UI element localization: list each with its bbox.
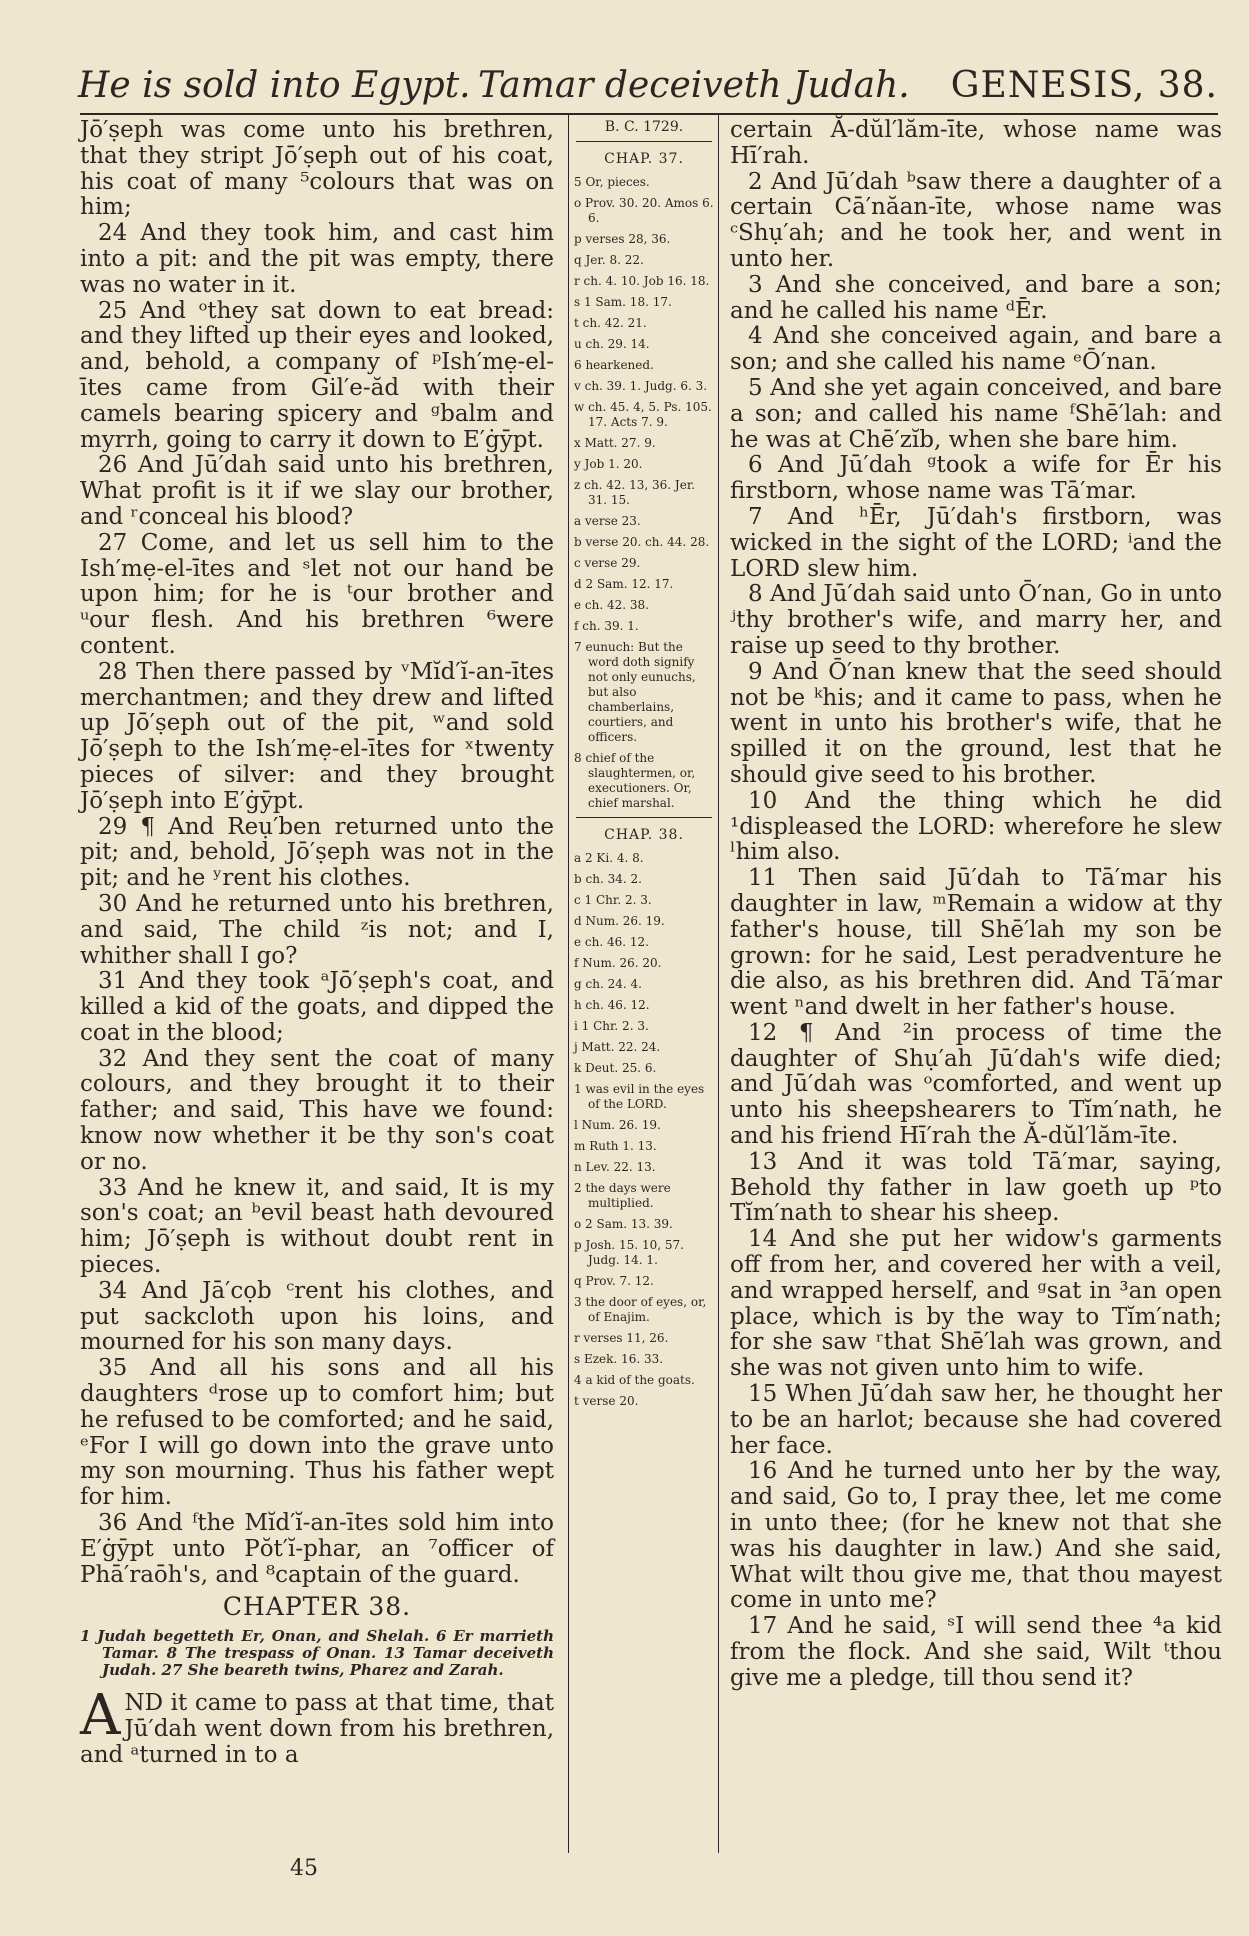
verse: 31 And they took ᵃJō′ṣeph's coat, and killed a kid of the goats, and dipped the coat in the blood; bbox=[80, 968, 554, 1046]
margin-note: f Num. 26. 20. bbox=[574, 956, 662, 970]
verse: 16 And he turned unto her by the way, and said, Go to, I pray thee, let me come in unto thee; (for he knew not that she was his daughter in law.) And she said, What wilt thou give me, that thou mayest come in unto me? bbox=[730, 1458, 1222, 1614]
verse: 14 And she put her widow's garments off from her, and covered her with a veil, and wrapped herself, and ᵍsat in ³an open place, which is by the way to Tĭm′nath; for she saw ʳthat Shē′lah was grown, and she was not given unto him to wife. bbox=[730, 1226, 1222, 1382]
margin-note: 4 a kid of the goats. bbox=[574, 1373, 695, 1387]
margin-note: r verses 11, 26. bbox=[574, 1331, 669, 1345]
center-margin-references bbox=[574, 120, 714, 1415]
margin-note: h ch. 46. 12. bbox=[574, 998, 650, 1012]
margin-note: y Job 1. 20. bbox=[574, 457, 643, 471]
margin-chapter-label: CHAP. 38. bbox=[604, 827, 684, 843]
right-text-column bbox=[730, 118, 1222, 1692]
margin-note: e ch. 42. 38. bbox=[574, 598, 649, 612]
column-rule-right bbox=[718, 113, 719, 1853]
margin-note: w ch. 45. 4, 5. Ps. 105. 17. Acts 7. 9. bbox=[574, 400, 712, 429]
verse: 35 And all his sons and all his daughters ᵈrose up to comfort him; but he refused to be comforted; and he said, ᵉFor I will go down into the grave unto my son mourning. Thus his father wept for him. bbox=[80, 1355, 554, 1511]
margin-note: m Ruth 1. 13. bbox=[574, 1139, 657, 1153]
verse: 27 Come, and let us sell him to the Ish′mẹ-el-ītes and ˢlet not our hand be upon him; for he is ᵗour brother and ᵘour flesh. And his brethren ⁶were content. bbox=[80, 529, 554, 659]
margin-note: t verse 20. bbox=[574, 1394, 639, 1408]
chapter-summary: 1 Judah begetteth Er, Onan, and Shelah. 6 Er marrieth Tamar. 8 The trespass of Onan. 13 Tamar deceiveth Judah. 27 She beareth twins, Pharez and Zarah. bbox=[80, 1627, 554, 1680]
page-number: 45 bbox=[290, 1856, 318, 1881]
margin-rule bbox=[576, 817, 712, 818]
margin-note: c verse 29. bbox=[574, 556, 641, 570]
margin-note: j Matt. 22. 24. bbox=[574, 1040, 661, 1054]
verse: 3 And she conceived, and bare a son; and he called his name ᵈĒr. bbox=[730, 271, 1222, 324]
margin-note: u ch. 29. 14. bbox=[574, 337, 650, 351]
margin-note: q Prov. 7. 12. bbox=[574, 1274, 654, 1288]
verse: 30 And he returned unto his brethren, and said, The child ᶻis not; and I, whither shall I go? bbox=[80, 890, 554, 969]
verse: 28 Then there passed by ᵛMĭd′ĭ-an-ītes merchantmen; and they drew and lifted up Jō′ṣeph out of the pit, ʷand sold Jō′ṣeph to the Ish′mẹ-el-ītes for ˣtwenty pieces of silver: and they brought Jō′ṣeph into E′ġȳpt. bbox=[80, 658, 554, 814]
margin-note: d Num. 26. 19. bbox=[574, 914, 665, 928]
running-head-left: He is sold into Egypt. bbox=[78, 65, 471, 106]
margin-note: l Num. 26. 19. bbox=[574, 1118, 661, 1132]
verse: 11 Then said Jū′dah to Tā′mar his daughter in law, ᵐRemain a widow at thy father's house, till Shē′lah my son be grown: for he said, Lest peradventure he die also, as his brethren did. And Tā′mar went ⁿand dwelt in her father's house. bbox=[730, 865, 1222, 1021]
margin-rule bbox=[576, 141, 712, 142]
verse: 32 And they sent the coat of many colours, and they brought it to their father; and said, This have we found: know now whether it be thy son's coat or no. bbox=[80, 1045, 554, 1175]
verse: 26 And Jū′dah said unto his brethren, What profit is it if we slay our brother, and ʳconceal his blood? bbox=[80, 452, 554, 530]
margin-note: b ch. 34. 2. bbox=[574, 872, 642, 886]
margin-note: c 1 Chr. 2. 3. bbox=[574, 893, 652, 907]
continuation-text: Jō′ṣeph was come unto his brethren, that they stript Jō′ṣeph out of his coat, his coat of many ⁵colours that was on him; bbox=[80, 117, 554, 221]
margin-note: 2 the days were multiplied. bbox=[574, 1181, 671, 1210]
verse: 10 And the thing which he did ¹displeased the LORD: wherefore he slew ˡhim also. bbox=[730, 787, 1222, 866]
chapter-opening bbox=[80, 1683, 554, 1768]
margin-note: p Josh. 15. 10, 57. Judg. 14. 1. bbox=[574, 1238, 684, 1267]
margin-note: a 2 Ki. 4. 8. bbox=[574, 851, 644, 865]
margin-note: 1 was evil in the eyes of the LORD. bbox=[574, 1082, 705, 1111]
margin-chapter-label: CHAP. 37. bbox=[604, 151, 684, 167]
margin-note: 8 chief of the slaughtermen, or, executioners. Or, chief marshal. bbox=[574, 751, 696, 810]
margin-note: r ch. 4. 10. Job 16. 18. bbox=[574, 274, 710, 288]
margin-note: p verses 28, 36. bbox=[574, 232, 671, 246]
verse: 7 And ʰĒr, Jū′dah's firstborn, was wicked in the sight of the LORD; ⁱand the LORD slew him. bbox=[730, 503, 1222, 582]
margin-note: v ch. 39. 1. Judg. 6. 3. bbox=[574, 379, 708, 393]
running-head-middle: Tamar deceiveth Judah. bbox=[478, 65, 910, 106]
margin-note: o 2 Sam. 13. 39. bbox=[574, 1217, 673, 1231]
verse: 36 And ᶠthe Mĭd′ĭ-an-ītes sold him into E′ġȳpt unto Pŏt′ĭ-phar, an ⁷officer of Phā′raōh's, and ⁸captain of the guard. bbox=[80, 1510, 554, 1588]
verse: 12 ¶ And ²in process of time the daughter of Shụ′ah Jū′dah's wife died; and Jū′dah was ᵒcomforted, and went up unto his sheepshearers to Tĭm′nath, he and his friend Hī′rah the Ă-dŭl′lăm-īte. bbox=[730, 1019, 1222, 1150]
chapter-title: CHAPTER 38. bbox=[222, 1592, 412, 1622]
header-rule bbox=[80, 113, 1218, 115]
verse: 15 When Jū′dah saw her, he thought her to be an harlot; because she had covered her face. bbox=[730, 1381, 1222, 1459]
margin-note: z ch. 42. 13, 36. Jer. 31. 15. bbox=[574, 478, 696, 507]
verse: 5 And she yet again conceived, and bare a son; and called his name ᶠShē′lah: and he was at Chē′zĭb, when she bare him. bbox=[730, 374, 1222, 453]
verse: 4 And she conceived again, and bare a son; and she called his name ᵉŌ′nan. bbox=[730, 323, 1222, 376]
continuation-text: certain Ă-dŭl′lăm-īte, whose name was Hī′rah. bbox=[730, 117, 1222, 169]
verse: 17 And he said, ˢI will send thee ⁴a kid from the flock. And she said, Wilt ᵗthou give me a pledge, till thou send it? bbox=[730, 1613, 1222, 1691]
margin-note: n Lev. 22. 13. bbox=[574, 1160, 656, 1174]
drop-cap: A bbox=[80, 1683, 121, 1749]
margin-note: 7 eunuch: But the word doth signify not only eunuchs, but also chamberlains, courtiers, and officers. bbox=[574, 640, 696, 744]
margin-note: 5 Or, pieces. bbox=[574, 175, 650, 189]
margin-note: k Deut. 25. 6. bbox=[574, 1061, 657, 1075]
margin-note: s Ezek. 16. 33. bbox=[574, 1352, 664, 1366]
verse: 8 And Jū′dah said unto Ō′nan, Go in unto ʲthy brother's wife, and marry her, and raise up seed to thy brother. bbox=[730, 581, 1222, 659]
margin-note: x Matt. 27. 9. bbox=[574, 436, 656, 450]
opening-text: ND it came to pass at that time, that Jū′dah went down from his brethren, and ᵃturned in to a bbox=[80, 1690, 554, 1768]
verse: 34 And Jā′cọb ᶜrent his clothes, and put sackcloth upon his loins, and mourned for his son many days. bbox=[80, 1277, 554, 1356]
verse: 25 And ᵒthey sat down to eat bread: and they lifted up their eyes and looked, and, behold, a company of ᵖIsh′mẹ-el-ītes came from Gil′e-ăd with their camels bearing spicery and ᵍbalm and myrrh, going to carry it down to E′ġȳpt. bbox=[80, 297, 554, 453]
margin-note: e ch. 46. 12. bbox=[574, 935, 649, 949]
verse: 33 And he knew it, and said, It is my son's coat; an ᵇevil beast hath devoured him; Jō′ṣeph is without doubt rent in pieces. bbox=[80, 1174, 554, 1279]
margin-note: t ch. 42. 21. bbox=[574, 316, 647, 330]
verse: 24 And they took him, and cast him into a pit: and the pit was empty, there was no water in it. bbox=[80, 220, 554, 298]
column-rule-left bbox=[568, 113, 569, 1853]
margin-note: 6 hearkened. bbox=[574, 358, 654, 372]
left-text-column bbox=[80, 118, 554, 1769]
margin-note: 3 the door of eyes, or, of Enajim. bbox=[574, 1295, 707, 1324]
margin-date: B. C. 1729. bbox=[604, 119, 684, 135]
verse: 29 ¶ And Reụ′ben returned unto the pit; and, behold, Jō′ṣeph was not in the pit; and he ʸrent his clothes. bbox=[80, 813, 554, 892]
verse: 13 And it was told Tā′mar, saying, Behold thy father in law goeth up ᵖto Tĭm′nath to shear his sheep. bbox=[730, 1148, 1222, 1227]
running-head bbox=[78, 64, 1218, 108]
margin-note: i 1 Chr. 2. 3. bbox=[574, 1019, 649, 1033]
margin-note: g ch. 24. 4. bbox=[574, 977, 642, 991]
margin-note: s 1 Sam. 18. 17. bbox=[574, 295, 672, 309]
verse: 6 And Jū′dah ᵍtook a wife for Ēr his firstborn, whose name was Tā′mar. bbox=[730, 452, 1222, 505]
margin-note: f ch. 39. 1. bbox=[574, 619, 639, 633]
margin-note: q Jer. 8. 22. bbox=[574, 253, 644, 267]
margin-note: b verse 20. ch. 44. 28. bbox=[574, 535, 710, 549]
running-head-book-chapter: GENESIS, 38. bbox=[950, 65, 1218, 106]
verse: 2 And Jū′dah ᵇsaw there a daughter of a certain Cā′năan-īte, whose name was ᶜShụ′ah; and he took her, and went in unto her. bbox=[730, 168, 1222, 272]
verse: 9 And Ō′nan knew that the seed should not be ᵏhis; and it came to pass, when he went in unto his brother's wife, that he spilled it on the ground, lest that he should give seed to his brother. bbox=[730, 658, 1222, 788]
margin-note: a verse 23. bbox=[574, 514, 641, 528]
margin-note: d 2 Sam. 12. 17. bbox=[574, 577, 674, 591]
margin-note: o Prov. 30. 20. Amos 6. 6. bbox=[574, 196, 714, 225]
